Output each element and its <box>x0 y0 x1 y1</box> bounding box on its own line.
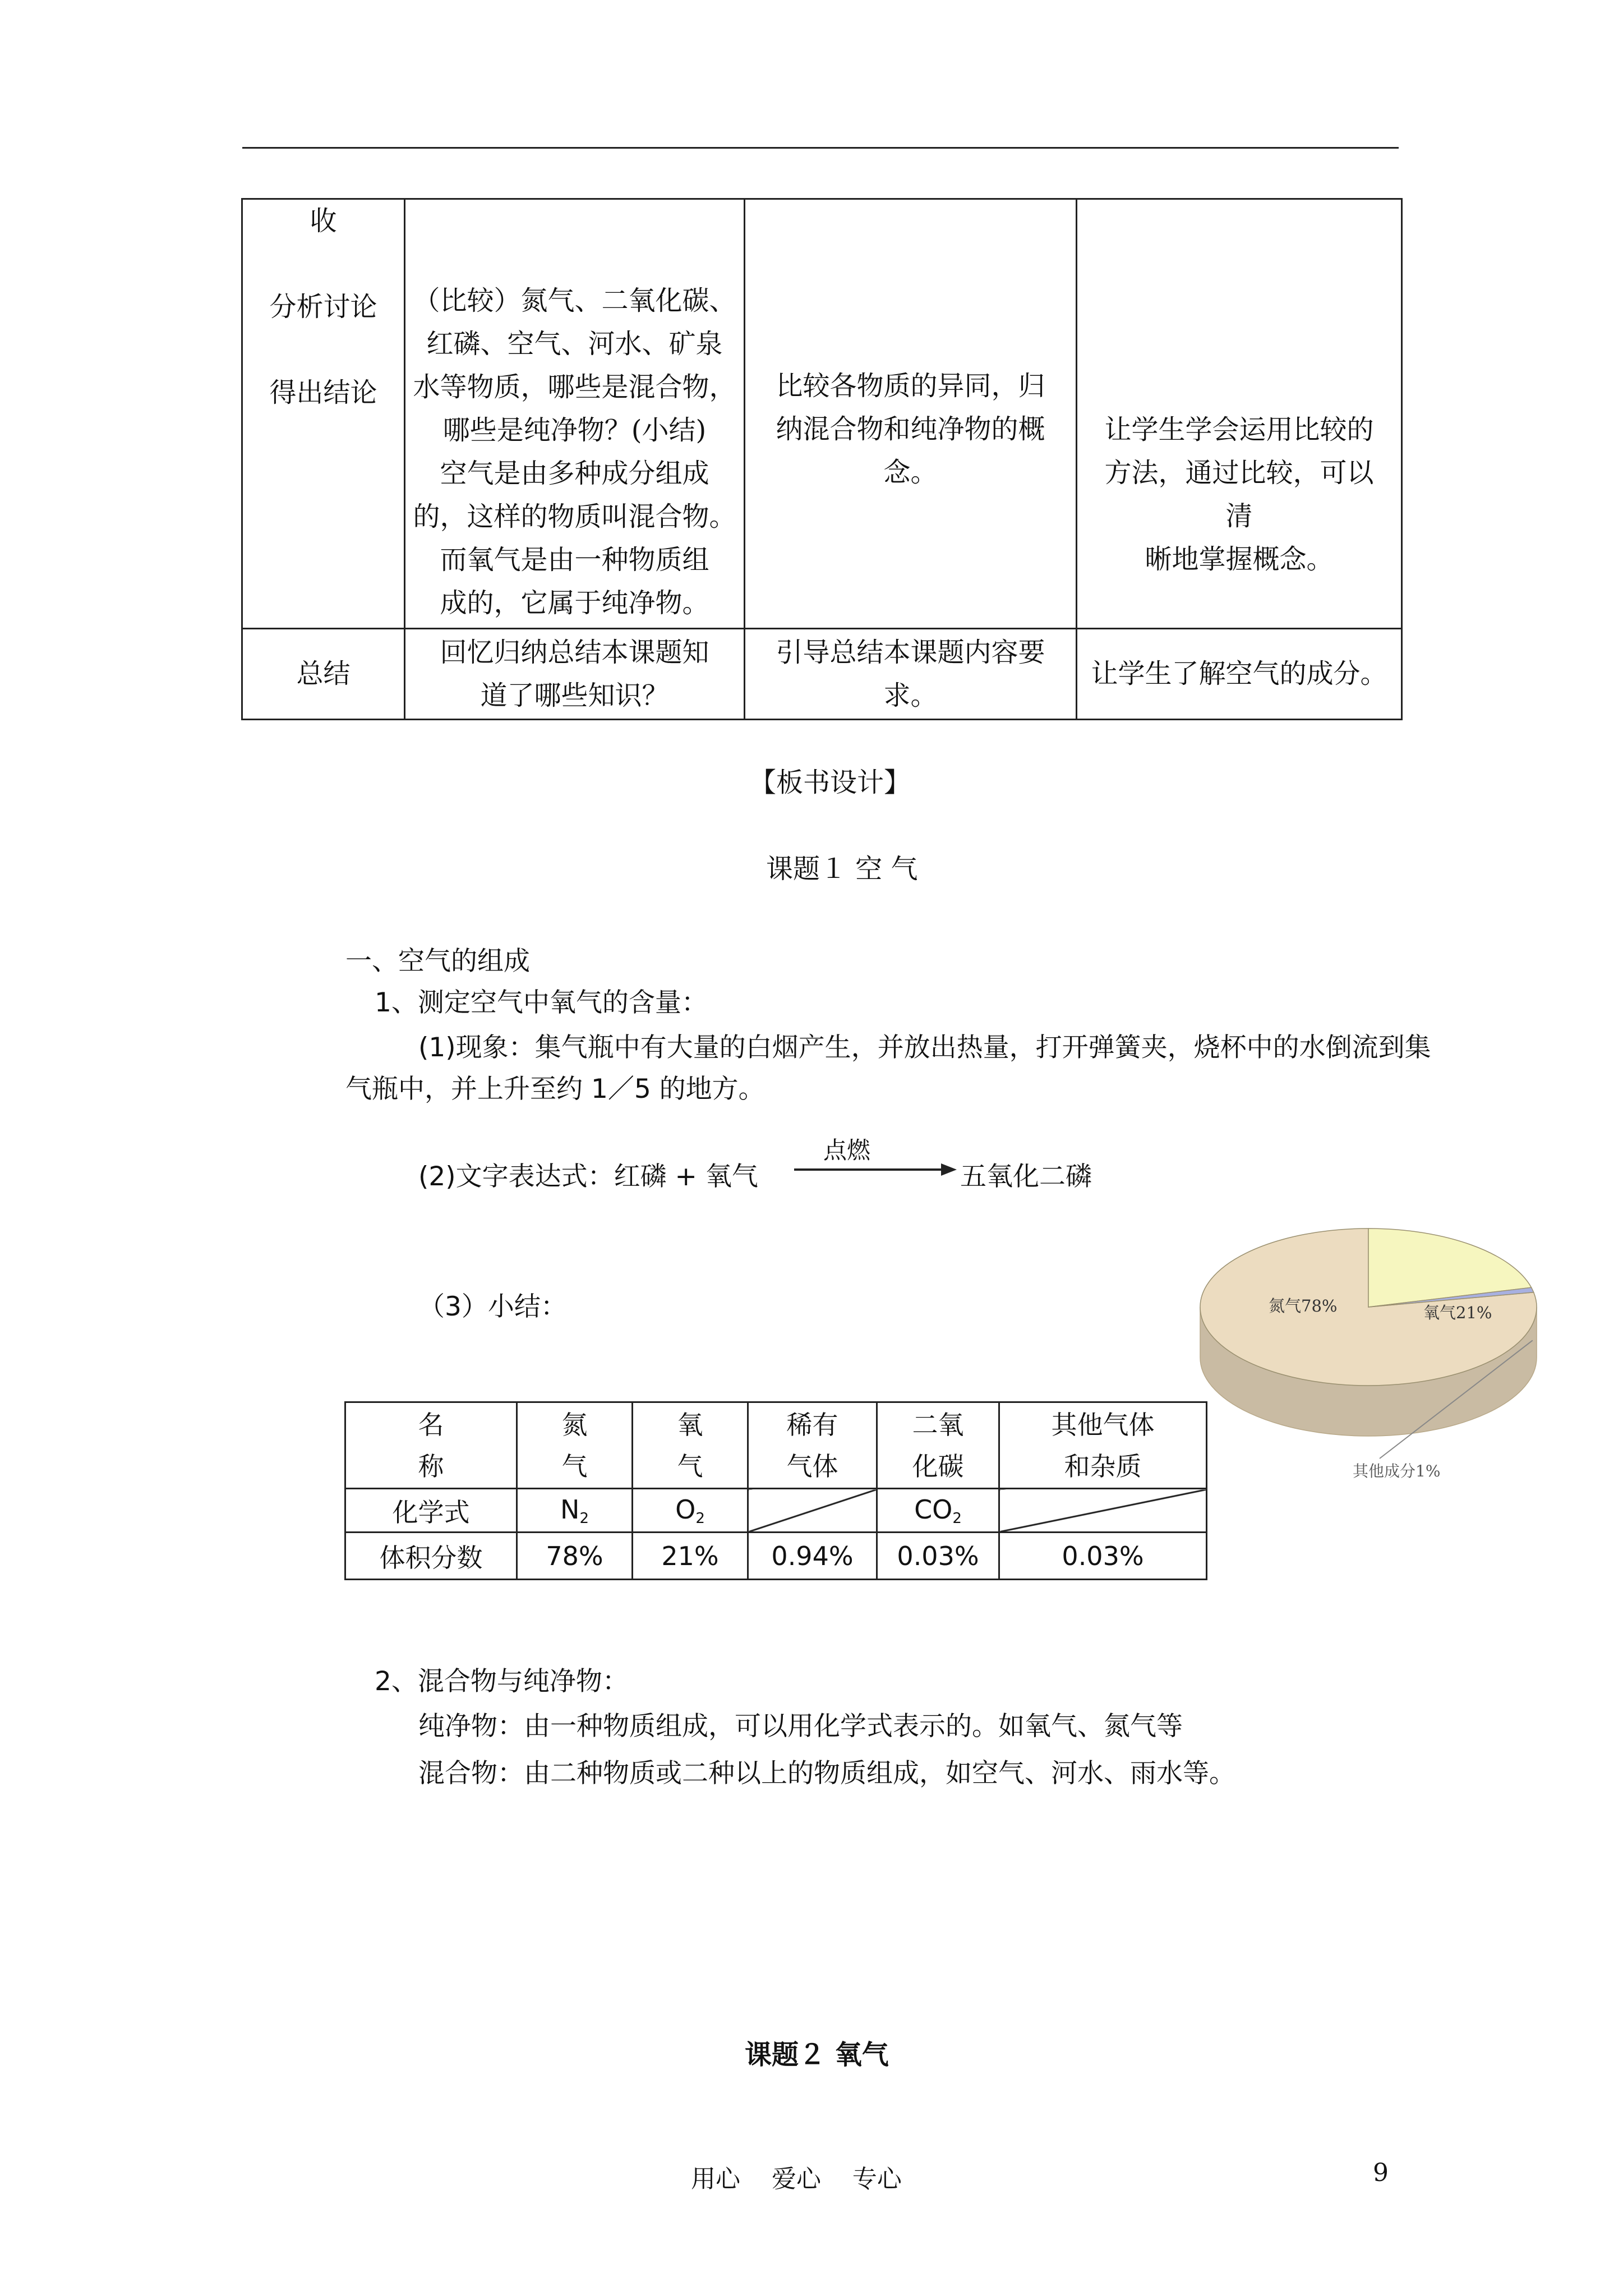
mixture-definition: 混合物：由二种物质或二种以上的物质组成，如空气、河水、雨水等。 <box>418 1758 1235 1789</box>
pure-substance-definition: 纯净物：由一种物质组成，可以用化学式表示的。如氧气、氮气等 <box>418 1711 1183 1742</box>
item-heading: 2、混合物与纯净物： <box>375 1666 629 1697</box>
cell-text: 让学生了解空气的成分。 <box>1091 658 1387 689</box>
stage-cell <box>242 199 405 629</box>
header-text: 名 <box>418 1409 444 1440</box>
item-heading: 1、测定空气中氧气的含量： <box>375 987 708 1018</box>
row-label: 体积分数 <box>345 1533 517 1580</box>
pie-label-oxygen: 氧气21% <box>1423 1303 1492 1322</box>
header-text: 化碳 <box>912 1451 964 1481</box>
teacher-activity-cell <box>745 199 1077 629</box>
equation-product: 五氧化二磷 <box>960 1161 1092 1192</box>
header-cell <box>999 1402 1207 1489</box>
header-text: 氮 <box>561 1409 588 1440</box>
cell-text: 而氧气是由一种物质组 <box>440 544 709 576</box>
footer-text: 用心 爱心 专心 <box>691 2165 902 2193</box>
lesson-table <box>241 198 1403 720</box>
cell-text: 比较各物质的异同，归 <box>776 370 1045 402</box>
cell-text: 收 <box>310 205 337 237</box>
header-text: 气 <box>677 1451 703 1481</box>
formula-subscript: 2 <box>695 1510 705 1527</box>
formula-cell <box>633 1489 748 1533</box>
student-activity-cell <box>405 199 745 629</box>
header-cell <box>345 1402 517 1489</box>
cell-text: 纳混合物和纯净物的概 <box>776 413 1045 445</box>
cell-text: 得出结论 <box>269 377 377 408</box>
empty-slash-cell <box>748 1489 877 1533</box>
equation-text: (2)文字表达式：红磷 + 氧气 <box>418 1161 758 1192</box>
header-text: 气体 <box>786 1451 838 1481</box>
cell-text: （比较）氮气、二氧化碳、 <box>413 285 736 316</box>
teacher-activity-cell <box>745 629 1077 720</box>
fraction-cell: 78% <box>517 1533 633 1580</box>
cell-text: 总结 <box>296 658 351 689</box>
page-number: 9 <box>1373 2159 1389 2187</box>
header-cell <box>748 1402 877 1489</box>
empty-slash-cell <box>999 1489 1207 1533</box>
air-composition-table <box>344 1401 1207 1580</box>
formula-subscript: 2 <box>579 1510 589 1527</box>
table-row <box>345 1489 1207 1533</box>
table-row <box>242 199 1402 629</box>
header-rule <box>242 147 1399 149</box>
cell-text: 成的，它属于纯净物。 <box>440 587 709 619</box>
design-intent-cell <box>1077 629 1402 720</box>
summary-label: （3）小结： <box>418 1291 567 1322</box>
table-row <box>345 1402 1207 1489</box>
reaction-condition: 点燃 <box>823 1137 871 1164</box>
header-cell <box>517 1402 633 1489</box>
formula-cell <box>517 1489 633 1533</box>
cell-text: 方法，通过比较，可以 <box>1104 457 1374 489</box>
cell-text: 让学生学会运用比较的 <box>1104 414 1374 445</box>
stage-cell <box>242 629 405 720</box>
formula-text: O <box>675 1494 696 1525</box>
fraction-cell: 0.94% <box>748 1533 877 1580</box>
table-row <box>345 1533 1207 1580</box>
header-text: 气 <box>561 1451 588 1481</box>
fraction-cell: 21% <box>633 1533 748 1580</box>
header-text: 其他气体 <box>1051 1409 1155 1440</box>
cell-text: 回忆归纳总结本课题知 <box>440 636 709 668</box>
fraction-cell: 0.03% <box>999 1533 1207 1580</box>
cell-text: 空气是由多种成分组成 <box>440 458 709 489</box>
cell-text: 道了哪些知识？ <box>480 679 669 711</box>
header-text: 和杂质 <box>1064 1451 1142 1481</box>
header-cell <box>633 1402 748 1489</box>
cell-text: 哪些是纯净物？(小结) <box>442 415 707 446</box>
cell-text: 求。 <box>883 679 938 711</box>
cell-text: 晰地掌握概念。 <box>1145 544 1334 575</box>
reaction-arrow <box>794 1161 957 1178</box>
student-activity-cell <box>405 629 745 720</box>
header-text: 氧 <box>677 1409 703 1440</box>
formula-cell <box>877 1489 999 1533</box>
pie-label-nitrogen: 氮气78% <box>1269 1296 1338 1315</box>
formula-text: CO <box>914 1494 953 1525</box>
pie-label-other: 其他成分1% <box>1353 1462 1441 1480</box>
cell-text: 引导总结本课题内容要 <box>776 636 1045 668</box>
formula-subscript: 2 <box>952 1510 962 1527</box>
cell-text: 分析讨论 <box>269 291 377 323</box>
formula-text: N <box>560 1494 580 1525</box>
fraction-cell: 0.03% <box>877 1533 999 1580</box>
header-text: 二氧 <box>912 1409 964 1440</box>
cell-text: 念。 <box>883 457 938 488</box>
header-cell <box>877 1402 999 1489</box>
section-heading: 一、空气的组成 <box>345 946 530 977</box>
air-composition-pie-chart <box>1195 1223 1542 1492</box>
cell-text: 的，这样的物质叫混合物。 <box>413 501 736 532</box>
phenomenon-text: 气瓶中，并上升至约 1／5 的地方。 <box>345 1074 765 1105</box>
header-text: 称 <box>418 1451 444 1481</box>
next-lesson-title: 课题２ 氧气 <box>745 2039 889 2070</box>
lesson-title: 课题１ 空 气 <box>766 853 918 885</box>
row-label: 化学式 <box>345 1489 517 1533</box>
cell-text: 红磷、空气、河水、矿泉 <box>426 328 723 360</box>
cell-text: 清 <box>1225 500 1253 532</box>
board-design-title: 【板书设计】 <box>749 767 911 798</box>
header-text: 稀有 <box>786 1409 838 1440</box>
table-row <box>242 629 1402 720</box>
phenomenon-text: (1)现象：集气瓶中有大量的白烟产生，并放出热量，打开弹簧夹，烧杯中的水倒流到集 <box>418 1032 1431 1063</box>
design-intent-cell <box>1077 199 1402 629</box>
cell-text: 水等物质，哪些是混合物， <box>413 371 736 403</box>
